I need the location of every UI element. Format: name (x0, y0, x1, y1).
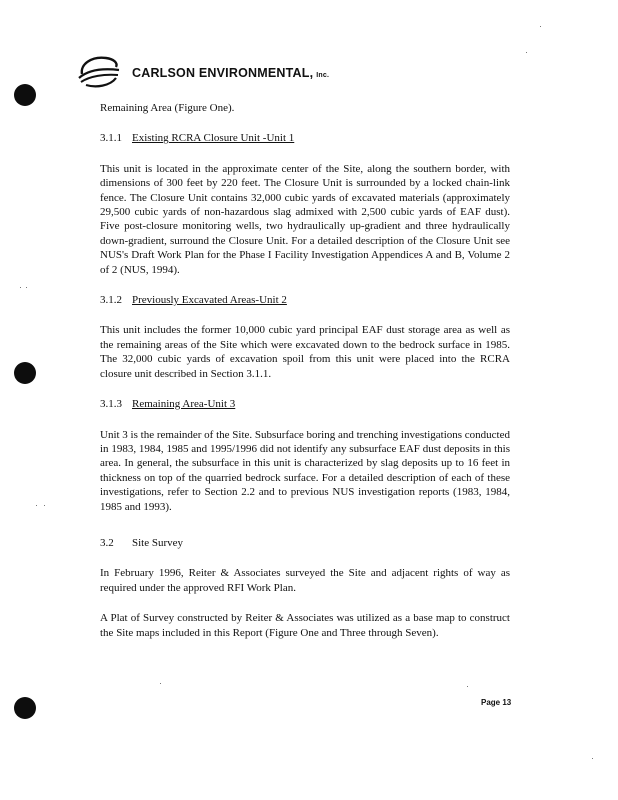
punch-hole-bottom (14, 697, 36, 719)
section-3-1-3-heading (100, 397, 510, 411)
section-3-2-paragraph-2: A Plat of Survey constructed by Reiter & Associates was utilized as a base map to construct the Site maps included in this Report (Figure One and Three through Seven). (100, 612, 510, 639)
section-title: Site Survey (132, 536, 184, 549)
scan-speck (540, 26, 541, 27)
section-title: Existing RCRA Closure Unit -Unit 1 (132, 132, 295, 145)
section-3-1-1-heading (100, 131, 510, 145)
scan-speck (526, 52, 527, 53)
company-logo-icon (76, 54, 122, 88)
company-suffix: Inc. (316, 72, 330, 79)
section-number: 3.1.1 (100, 132, 122, 145)
section-number: 3.2 (100, 536, 114, 549)
section-3-1-1-paragraph: This unit is located in the approximate center of the Site, along the southern border, with dimensions of 300 feet by 220 feet. The Closure Unit is surrounded by a locked chain-link fence. The Closure Unit contains 32,000 cubic yards of excavated materials (approximately 29,500 cubic yards of non-hazardous slag admixed with 2,500 cubic yards of EAF dust). Five post-closure monitoring wells, two hydraulically up-gradient and three hydraulically down-gradient, surround the Closure Unit. For a detailed description of the Closure Unit see NUS's Draft Work Plan for the Phase I Facility Investigation Appendices A and B, Volume 2 of 2 (NUS, 1994). (100, 162, 510, 276)
scan-speck (467, 686, 468, 687)
punch-hole-top (14, 84, 36, 106)
scan-speck (592, 758, 593, 759)
scan-speck (160, 683, 161, 684)
punch-hole-middle (14, 362, 36, 384)
section-3-2-paragraph-1: In February 1996, Reiter & Associates surveyed the Site and adjacent rights of way as required under the approved RFI Work Plan. (100, 567, 510, 594)
company-name-text: CARLSON ENVIRONMENTAL, (132, 66, 314, 80)
intro-line: Remaining Area (Figure One). (100, 102, 235, 114)
section-number: 3.1.3 (100, 398, 122, 411)
scan-speck (36, 505, 37, 506)
section-3-1-2-heading (100, 293, 510, 307)
company-name (132, 66, 329, 80)
document-body (100, 101, 510, 640)
page-number: Page 13 (481, 698, 512, 707)
section-number: 3.1.2 (100, 294, 122, 307)
section-title: Remaining Area-Unit 3 (132, 398, 236, 411)
scan-speck (44, 505, 45, 506)
scan-speck (26, 287, 27, 288)
scan-speck (20, 287, 21, 288)
section-3-1-3-paragraph: Unit 3 is the remainder of the Site. Subsurface boring and trenching investigations conducted in 1983, 1984, 1985 and 1995/1996 did not identify any subsurface EAF dust deposits in this area. In general, the subsurface in this unit is characterized by slag deposits up to 16 feet in thickness on top of the quarried bedrock surface. For a detailed description of each of these investigations, refer to Section 2.2 and to previous NUS investigation reports (1983, 1984, 1985 and 1993). (100, 428, 510, 513)
section-3-2-heading (100, 536, 510, 550)
section-title: Previously Excavated Areas-Unit 2 (132, 294, 287, 307)
section-3-1-2-paragraph: This unit includes the former 10,000 cubic yard principal EAF dust storage area as well as the remaining areas of the Site which were excavated down to the bedrock surface in 1985. The 32,000 cubic yards of excavation spoil from this unit were placed into the RCRA closure unit described in Section 3.1.1. (100, 324, 510, 380)
